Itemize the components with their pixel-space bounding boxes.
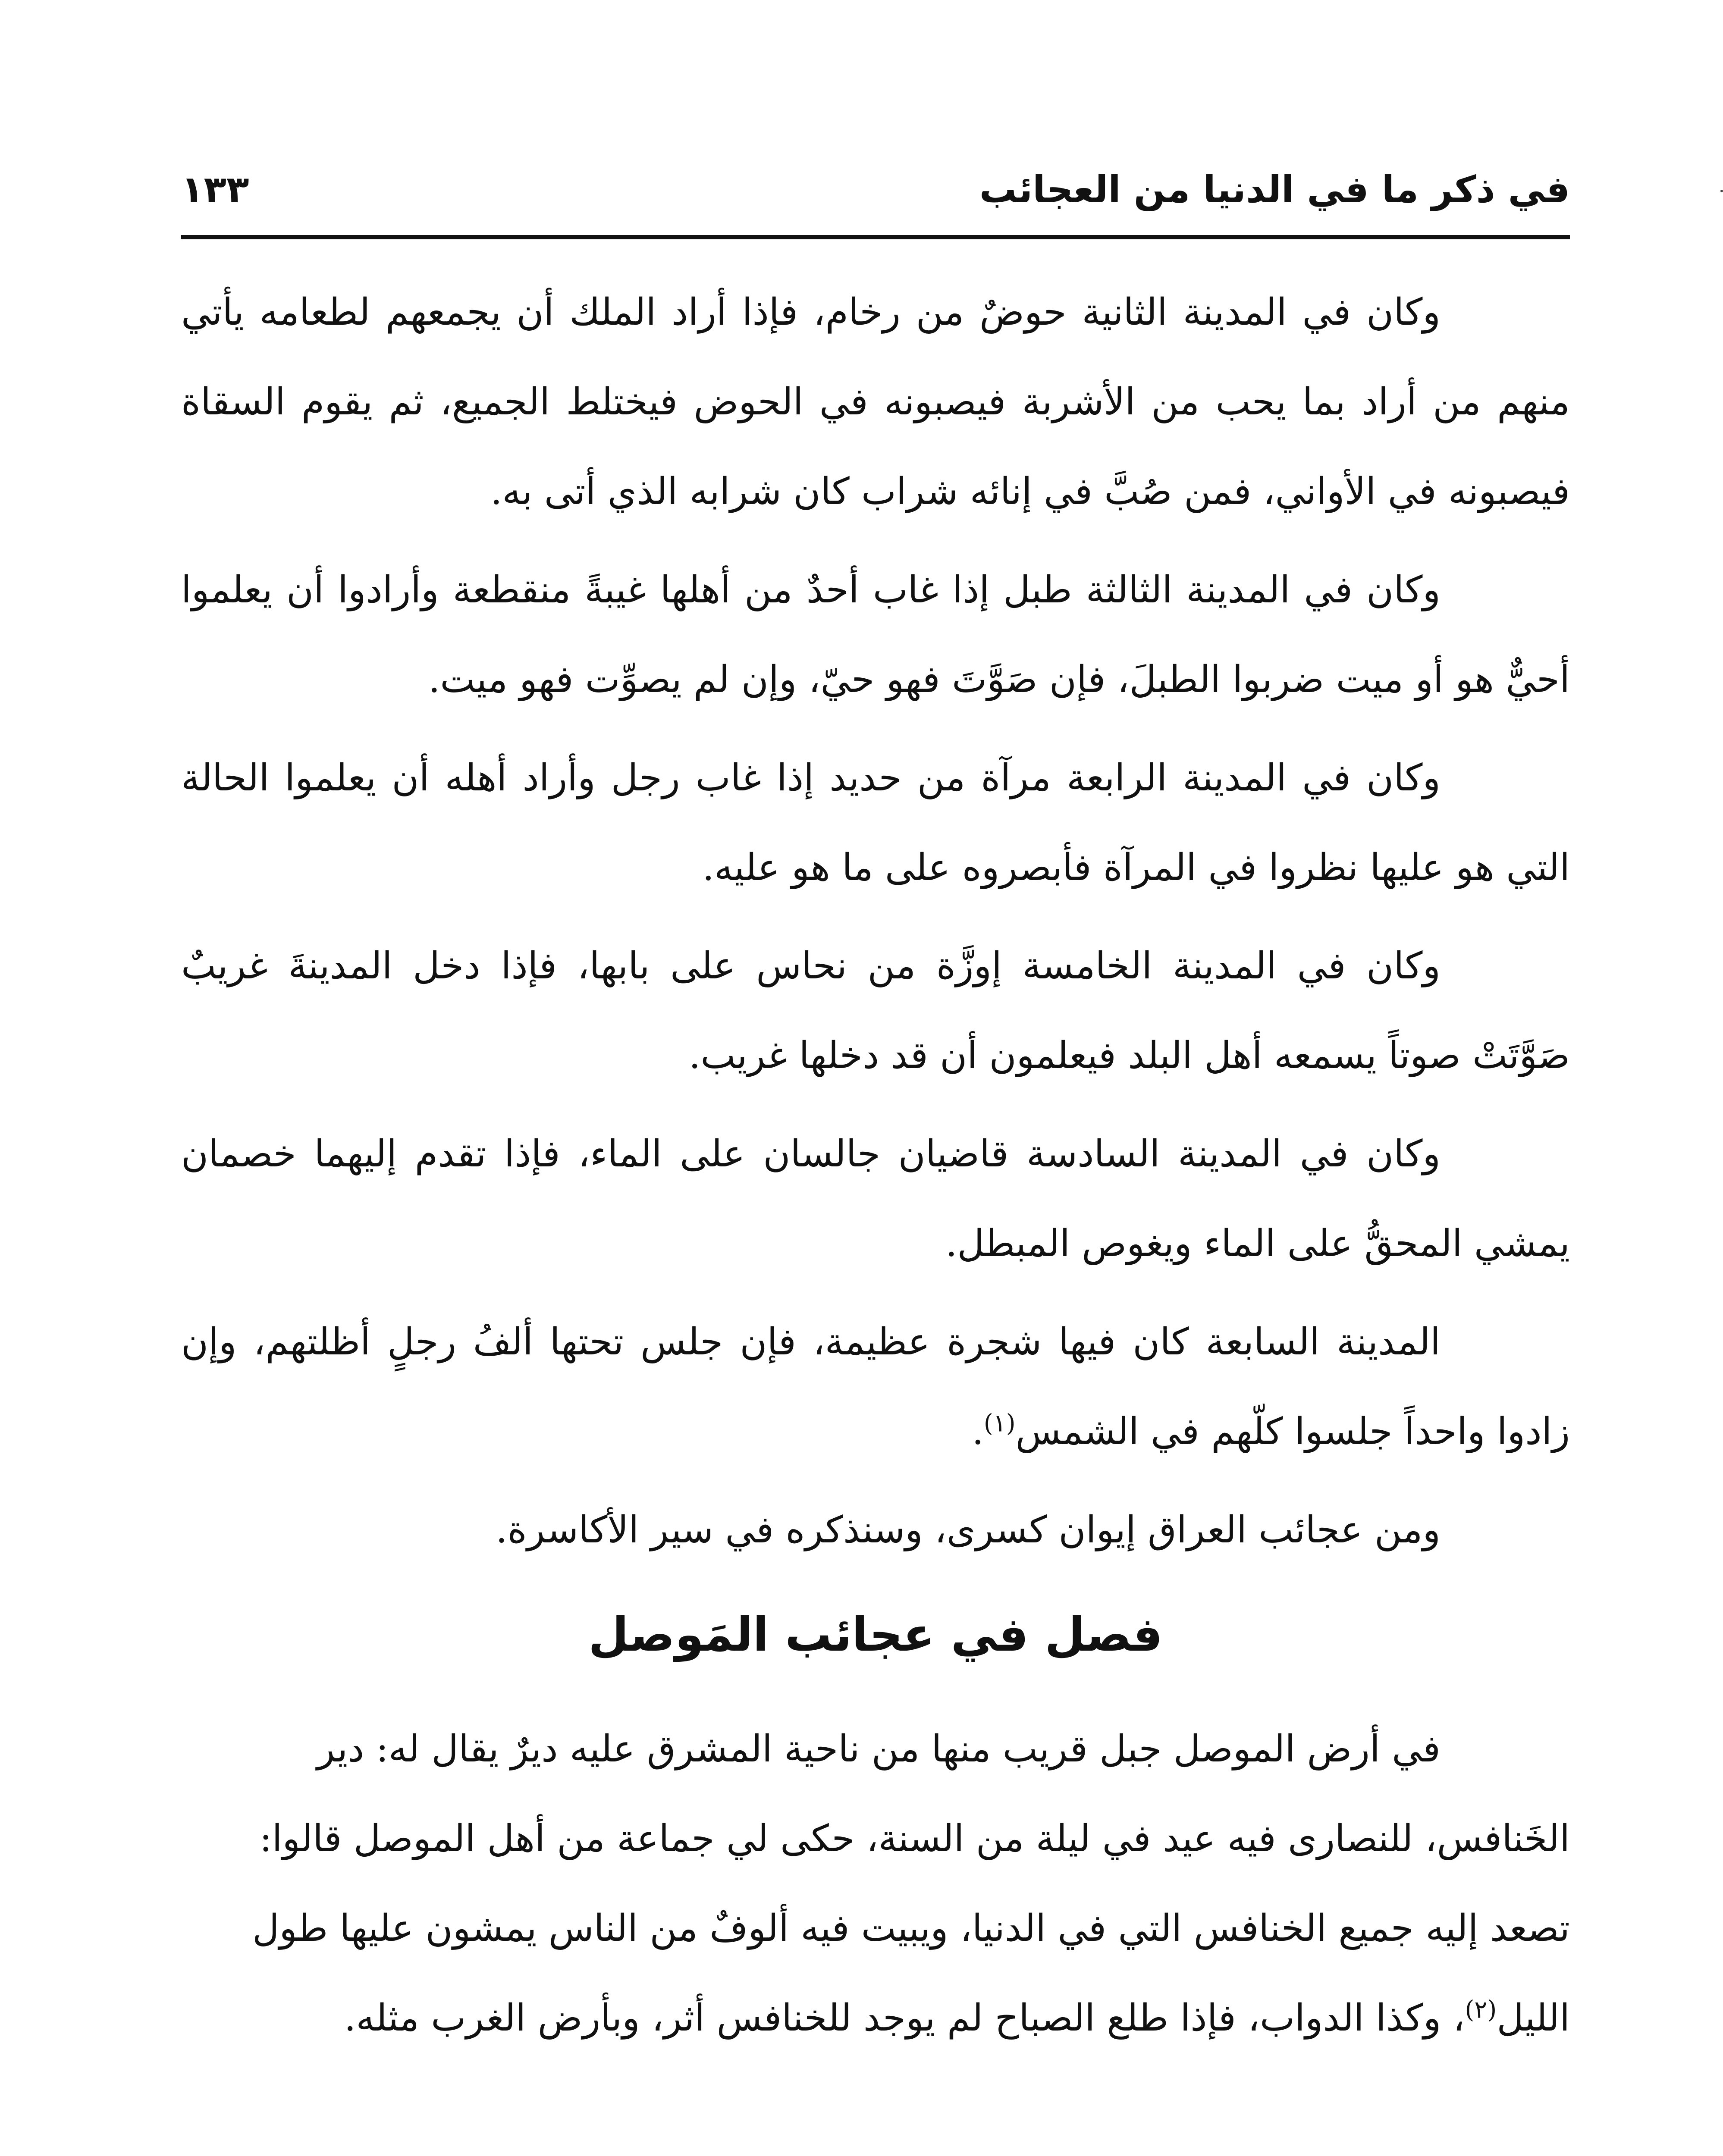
paragraph-fifth-city: وكان في المدينة الخامسة إوزَّة من نحاس على بابها، فإذا دخل المدينةَ غريبٌ صَوَّتَتْ صوتاً يسمعه أهل البلد فيعلمون أن قد دخلها غريب. xyxy=(181,944,1570,1077)
paragraph-third-city: وكان في المدينة الثالثة طبل إذا غاب أحدٌ من أهلها غيبةً منقطعة وأرادوا أن يعلموا أحيٌّ هو أو ميت ضربوا الطبلَ، فإن صَوَّتَ فهو حيّ، وإن لم يصوِّت فهو ميت. xyxy=(181,568,1570,701)
body-text xyxy=(181,267,1570,2071)
page-header xyxy=(181,160,1570,220)
paragraph-seventh-city-end: . xyxy=(972,1410,984,1453)
header-rule xyxy=(181,235,1570,239)
running-title: في ذكر ما في الدنيا من العجائب xyxy=(979,168,1570,211)
footnote-ref-2[interactable]: (٢) xyxy=(1465,1996,1497,2024)
paragraph-mosul xyxy=(181,1704,1570,2063)
paragraph-seventh-city-text: المدينة السابعة كان فيها شجرة عظيمة، فإن جلس تحتها ألفُ رجلٍ أظلتهم، وإن زادوا واحداً جلسوا كلّهم في الشمس xyxy=(181,1320,1570,1453)
margin-mark xyxy=(1720,190,1723,192)
paragraph-mosul-text-after: ، وكذا الدواب، فإذا طلع الصباح لم يوجد للخنافس أثر، وبأرض الغرب مثله. xyxy=(344,1996,1465,2040)
paragraph-fourth-city: وكان في المدينة الرابعة مرآة من حديد إذا غاب رجل وأراد أهله أن يعلموا الحالة التي هو عليها نظروا في المرآة فأبصروه على ما هو عليه. xyxy=(181,756,1570,889)
section-heading: فصل في عجائب المَوصل xyxy=(588,1608,1163,1662)
paragraph-sixth-city: وكان في المدينة السادسة قاضيان جالسان على الماء، فإذا تقدم إليهما خصمان يمشي المحقُّ على الماء ويغوص المبطل. xyxy=(181,1132,1570,1265)
paragraph-seventh-city xyxy=(181,1297,1570,1476)
paragraph-iwan-kisra: ومن عجائب العراق إيوان كسرى، وسنذكره في سير الأكاسرة. xyxy=(496,1508,1441,1551)
paragraph-mosul-text-before: في أرض الموصل جبل قريب منها من ناحية المشرق عليه ديرٌ يقال له: دير الخَنافس، للنصارى فيه عيد في ليلة من السنة، حكى لي جماعة من أهل الموصل قالوا: تصعد إليه جميع الخنافس التي في الدنيا، ويبيت فيه ألوفٌ من الناس يمشون عليها طول الليل xyxy=(252,1727,1570,2040)
footnote-ref-1[interactable]: (١) xyxy=(983,1409,1016,1438)
paragraph-second-city: وكان في المدينة الثانية حوضٌ من رخام، فإذا أراد الملك أن يجمعهم لطعامه يأتي منهم من أراد بما يحب من الأشربة فيصبونه في الحوض فيختلط الجميع، ثم يقوم السقاة فيصبونه في الأواني، فمن صُبَّ في إنائه شراب كان شرابه الذي أتى به. xyxy=(181,291,1570,513)
page-number: ١٣٣ xyxy=(181,168,249,211)
